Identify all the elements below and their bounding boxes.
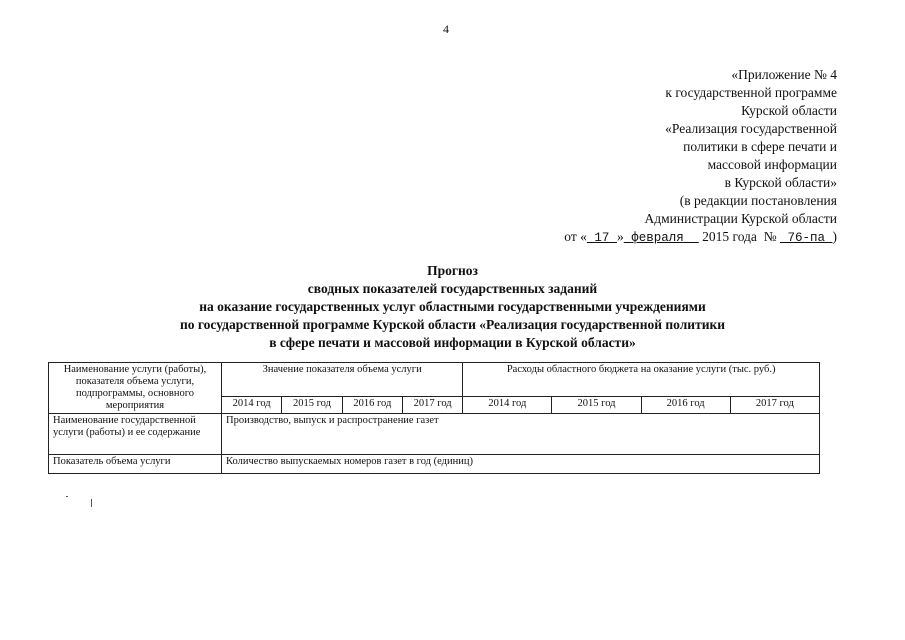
- appendix-line: политики в сфере печати и: [683, 139, 837, 154]
- date-mid: »: [616, 229, 624, 244]
- appendix-line: Администрации Курской области: [644, 211, 837, 226]
- year-cell: 2016 год: [641, 397, 730, 414]
- year-cell: 2015 год: [552, 397, 641, 414]
- year-cell: 2015 год: [282, 397, 342, 414]
- document-title: [0, 262, 905, 352]
- title-line: сводных показателей государственных заданий: [307, 281, 598, 296]
- appendix-line: «Приложение № 4: [731, 67, 837, 82]
- date-day: 17: [594, 231, 610, 245]
- scan-artifact: [91, 499, 92, 507]
- header-service-name: Наименование услуги (работы), показателя объема услуги, подпрограммы, основного мероприятия: [49, 363, 222, 414]
- row-label: Показатель объема услуги: [49, 455, 222, 474]
- header-volume-values: Значение показателя объема услуги: [222, 363, 463, 397]
- title-line: на оказание государственных услуг областными государственными учреждениями: [199, 299, 706, 314]
- table-row: [49, 414, 820, 455]
- appendix-line: Курской области: [741, 103, 837, 118]
- row-value: Количество выпускаемых номеров газет в год (единиц): [222, 455, 820, 474]
- year-cell: 2016 год: [342, 397, 402, 414]
- appendix-line: к государственной программе: [665, 85, 837, 100]
- scan-artifact: [66, 496, 68, 497]
- resolution-date-line: [564, 228, 837, 247]
- table-row: [49, 455, 820, 474]
- row-value: Производство, выпуск и распространение газет: [222, 414, 820, 455]
- table-header-row: [49, 363, 820, 397]
- title-line: Прогноз: [427, 263, 478, 278]
- appendix-line: в Курской области»: [724, 175, 837, 190]
- appendix-line: «Реализация государственной: [665, 121, 837, 136]
- appendix-line: (в редакции постановления: [679, 193, 837, 208]
- date-number-label: №: [763, 229, 777, 244]
- page-number: 4: [443, 22, 449, 36]
- date-prefix: от «: [564, 229, 587, 244]
- title-line: по государственной программе Курской области «Реализация государственной политики: [179, 317, 726, 332]
- date-number: 76-па: [787, 231, 825, 245]
- title-line: в сфере печати и массовой информации в Курской области»: [269, 335, 636, 350]
- appendix-block: [564, 66, 837, 247]
- year-cell: 2017 год: [730, 397, 819, 414]
- year-cell: 2014 год: [222, 397, 282, 414]
- date-year: 2015 года: [702, 229, 757, 244]
- appendix-line: массовой информации: [707, 157, 837, 172]
- date-suffix: ): [832, 229, 837, 244]
- forecast-table: [48, 362, 820, 474]
- date-month: февраля: [631, 231, 684, 245]
- year-cell: 2017 год: [402, 397, 462, 414]
- row-label: Наименование государственной услуги (работы) и ее содержание: [49, 414, 222, 455]
- header-budget-expenses: Расходы областного бюджета на оказание услуги (тыс. руб.): [463, 363, 820, 397]
- year-cell: 2014 год: [463, 397, 552, 414]
